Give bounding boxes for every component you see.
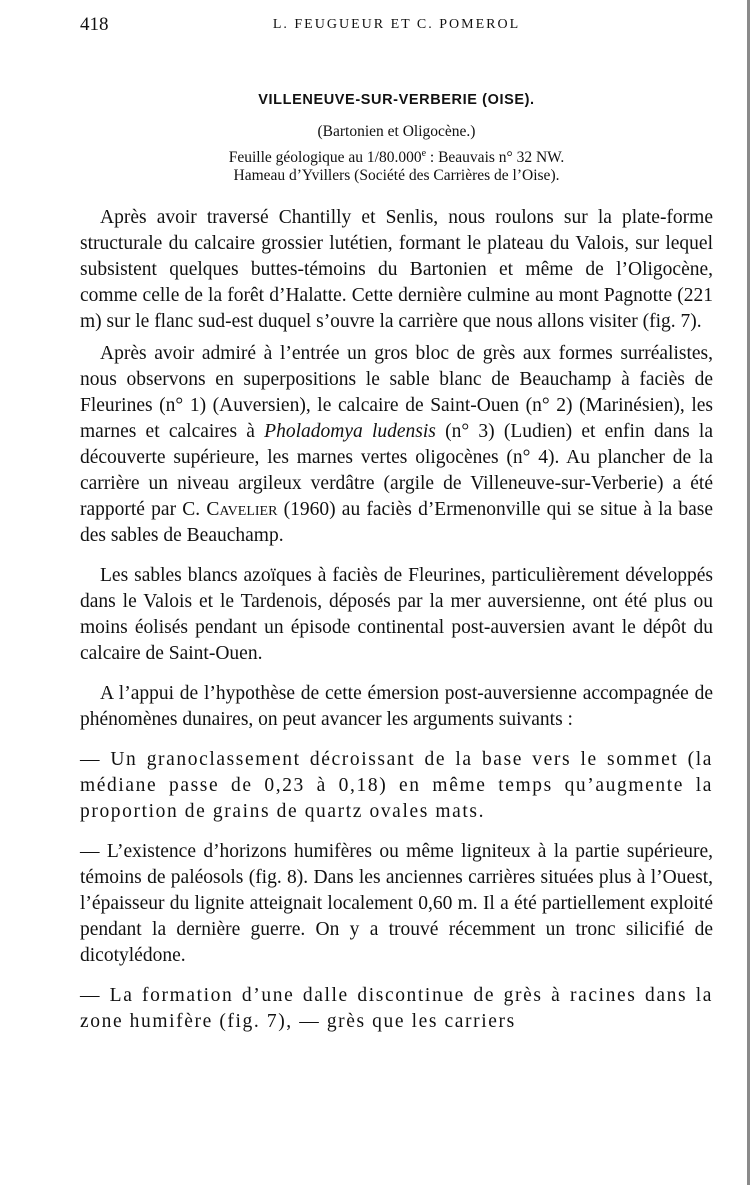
section-subtitle-map: Feuille géologique au 1/80.000e : Beauvais n° 32 NW. bbox=[228, 148, 565, 167]
author-name: Cavelier bbox=[206, 499, 278, 520]
argument-item-1: — Un granoclassement décroissant de la base vers le sommet (la médiane passe de 0,23 à 0,18) en même temps qu’augmente la proportion de grains de quartz ovales mats. bbox=[80, 749, 713, 822]
section-title: VILLENEUVE-SUR-VERBERIE (OISE). bbox=[258, 92, 535, 108]
section-subtitle-location: Hameau d’Yvillers (Société des Carrières de l’Oise). bbox=[233, 167, 560, 184]
paragraph-intro: Après avoir traversé Chantilly et Senlis, nous roulons sur la plate-forme structurale du calcaire grossier lutétien, formant le plateau du Valois, sur lequel subsistent quelques buttes-témoins du Bartonien et même de l’Oligocène, comme celle de la forêt d’Halatte. Cette dernière culmine au mont Pagnotte (221 m) sur le flanc sud-est duquel s’ouvre la carrière que nous allons visiter (fig. 7). bbox=[80, 207, 713, 332]
section-subtitle-age: (Bartonien et Oligocène.) bbox=[317, 123, 476, 140]
argument-item-3: — La formation d’une dalle discontinue de grès à racines dans la zone humifère (fig. 7), — grès que les carriers bbox=[80, 985, 713, 1032]
running-header bbox=[80, 14, 713, 38]
argument-item-2: — L’existence d’horizons humifères ou même ligniteux à la partie supérieure, témoins de paléosols (fig. 8). Dans les anciennes carrières situées plus à l’Ouest, l’épaisseur du lignite atteignait localement 0,60 m. Il a été partiellement exploité pendant la dernière guerre. On y a trouvé récemment un tronc silicifié de dicotylédone. bbox=[80, 841, 713, 966]
page-number: 418 bbox=[80, 14, 109, 35]
paragraph-hypothesis: A l’appui de l’hypothèse de cette émersion post-auversienne accompagnée de phénomènes dunaires, on peut avancer les arguments suivants : bbox=[80, 683, 713, 730]
body-text bbox=[80, 205, 713, 1035]
paragraph-sands: Les sables blancs azoïques à faciès de Fleurines, particulièrement développés dans le Valois et le Tardenois, déposés par la mer auversienne, ont été plus ou moins éolisés pendant un épisode continental post-auversien avant le dépôt du calcaire de Saint-Ouen. bbox=[80, 565, 713, 664]
species-name: Pholadomya ludensis bbox=[264, 421, 436, 442]
paragraph-stratigraphy: Après avoir admiré à l’entrée un gros bloc de grès aux formes surréalistes, nous observons en superpositions le sable blanc de Beauchamp à faciès de Fleurines (n° 1) (Auversien), le calcaire de Saint-Ouen (n° 2) (Marinésien), les marnes et calcaires à Pholadomya ludensis (n° 3) (Ludien) et enfin dans la découverte supérieure, les marnes vertes oligocènes (n° 4). Au plancher de la carrière un niveau argileux verdâtre (argile de Villeneuve-sur-Verberie) a été rapporté par C. Cavelier (1960) au faciès d’Ermenonville qui se situe à la base des sables de Beauchamp. bbox=[80, 343, 713, 546]
running-title: L. FEUGUEUR ET C. POMEROL bbox=[272, 17, 521, 32]
